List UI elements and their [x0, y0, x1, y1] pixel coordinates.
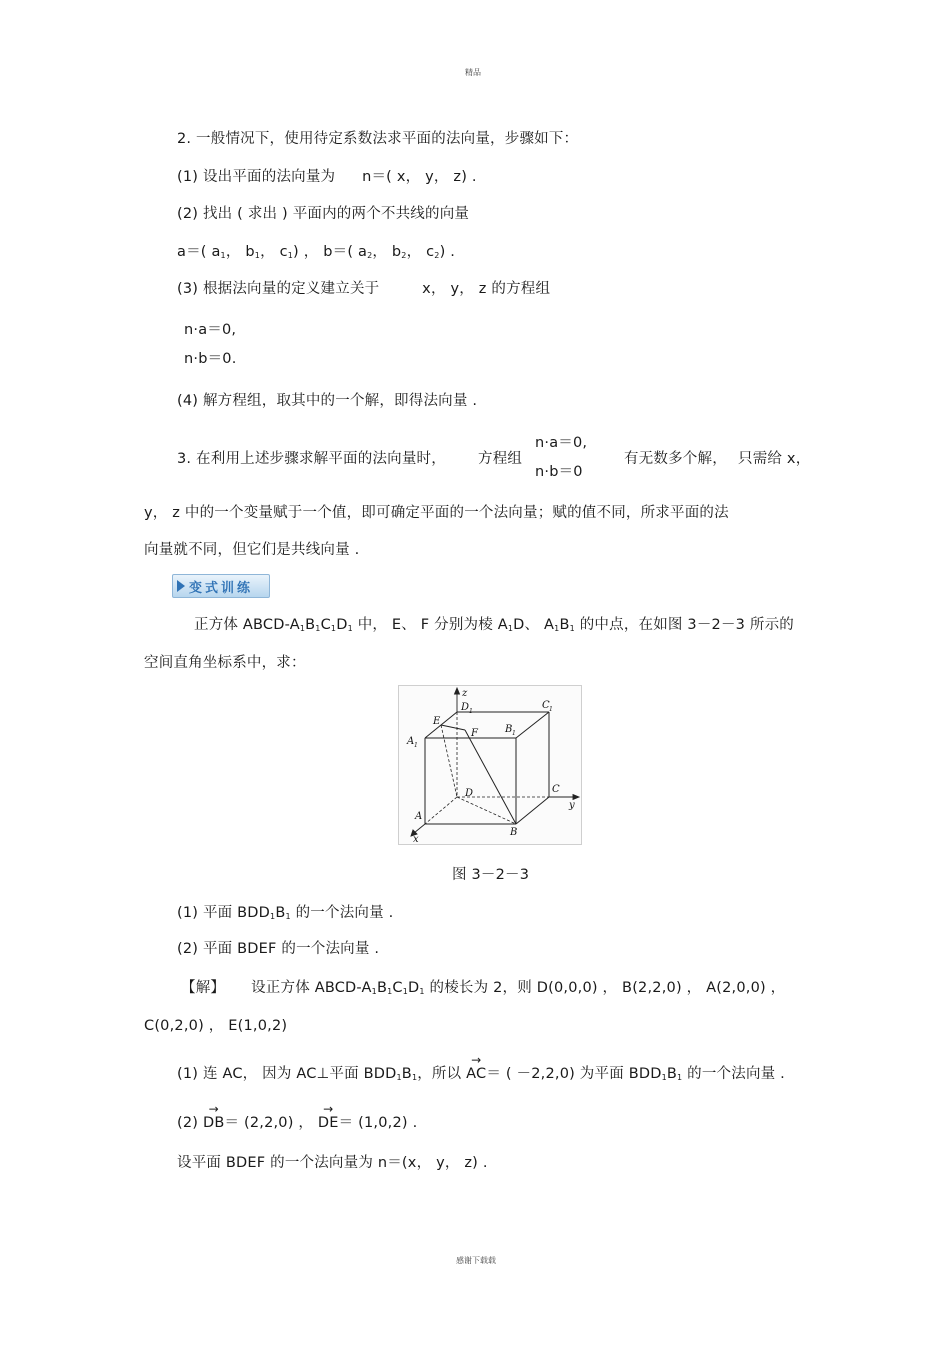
label-y: y [569, 800, 575, 811]
step-2: (2) 找出 ( 求出 ) 平面内的两个不共线的向量 [177, 206, 470, 222]
sub: 1 [270, 912, 276, 921]
segment-FB [465, 730, 516, 824]
sub: 1 [387, 987, 393, 996]
label-z: z [462, 688, 468, 699]
question-1 [177, 901, 393, 922]
sub: 1 [299, 624, 306, 633]
q1-end: B [275, 905, 286, 921]
p-e: 中， E、 F 分别为棱 A [352, 617, 508, 633]
sol-l1d: D [408, 980, 420, 996]
page-header: 精品 [465, 68, 481, 77]
q1-text: (1) 平面 BDD [177, 905, 271, 921]
para-3-prefix: 3. 在利用上述步骤求解平面的法向量时， [177, 451, 446, 467]
para-3-line-3: 向量就不同，但它们是共线向量 . [144, 542, 360, 558]
label-D: D [465, 788, 474, 799]
cube-diagram [399, 686, 581, 844]
sub: 1 [402, 987, 409, 996]
p-g: B [559, 617, 570, 633]
s2-a: (2) [177, 1115, 203, 1131]
sub: 1 [285, 912, 291, 921]
label-B1-sub: 1 [512, 730, 516, 737]
axis-x [414, 824, 425, 833]
p-a: 正方体 ABCD-A [194, 617, 300, 633]
s1-e: B [666, 1066, 678, 1082]
step-1-value: n＝( x， y， z) . [362, 169, 477, 185]
vector-DB: → DB [203, 1115, 225, 1131]
equation-1: n·a＝0, [184, 322, 237, 338]
s1-d: ＝ ( －2,2,0) 为平面 BDD [486, 1066, 662, 1082]
p-h: 的中点，在如图 3－2－3 所示的 [574, 617, 795, 633]
vec-a-prefix: a＝( a [177, 244, 221, 260]
label-D1: D [461, 702, 470, 713]
label-A: A [415, 811, 423, 822]
sol-l1b: B [376, 980, 388, 996]
para-3-eq-bottom: n·b＝0 [535, 464, 583, 480]
label-A1: A [407, 736, 415, 747]
sub: 1 [287, 251, 294, 260]
p-f: D、 A [513, 617, 555, 633]
para-3-line-2: y， z 中的一个变量赋于一个值，即可确定平面的一个法向量；赋的值不同，所求平面的法 [144, 505, 729, 521]
sub: 1 [330, 624, 337, 633]
solution-line-2: C(0,2,0) ， E(1,0,2) [144, 1018, 288, 1034]
label-C: C [552, 784, 560, 795]
question-2: (2) 平面 BDEF 的一个法向量 . [177, 941, 380, 957]
problem-line-1 [194, 613, 794, 634]
s1-c: ，所以 [417, 1066, 467, 1082]
sub: 2 [367, 251, 373, 260]
badge-label: 变式训练 [189, 580, 254, 596]
sol-l1c: C [392, 980, 403, 996]
vector-AC: → AC [466, 1066, 486, 1082]
hidden-DE [441, 725, 457, 797]
solution-step-1 [177, 1062, 785, 1083]
sub: 1 [507, 624, 514, 633]
p-b: B [305, 617, 316, 633]
sub: 1 [411, 1073, 418, 1082]
sol-l1: 设正方体 ABCD-A [251, 980, 372, 996]
practice-badge [172, 574, 270, 598]
sub: 1 [661, 1073, 667, 1082]
para-3-eq-top: n·a＝0, [535, 435, 588, 451]
s1-f: 的一个法向量 . [682, 1066, 785, 1082]
vec-a-m2: ， c [260, 244, 288, 260]
sub: 1 [315, 624, 321, 633]
sub: 1 [254, 251, 261, 260]
solution-step-2 [177, 1111, 417, 1132]
vector-DE: → DE [318, 1115, 339, 1131]
edge-BC [516, 797, 549, 824]
sub: 1 [569, 624, 575, 633]
axis-z-arrow [455, 688, 460, 694]
edge-B1C1 [516, 712, 549, 738]
sub: 1 [554, 624, 560, 633]
label-F: F [471, 728, 478, 739]
sub: 2 [434, 251, 440, 260]
solution-line-1 [181, 976, 785, 997]
s1-a: (1) 连 AC， 因为 AC⊥平面 BDD [177, 1066, 397, 1082]
vectors-line [177, 240, 455, 261]
label-B: B [510, 827, 518, 838]
vec-a-m1: ， b [225, 244, 255, 260]
equation-2: n·b＝0. [184, 351, 237, 367]
sub: 1 [347, 624, 353, 633]
label-x: x [413, 834, 419, 844]
vec-b-end: ) . [439, 244, 456, 260]
vec-b-m2: ， c [406, 244, 435, 260]
vec-b-m1: ， b [372, 244, 402, 260]
step-3-vars: x， y， z 的方程组 [422, 281, 551, 297]
label-C1: C [542, 700, 550, 711]
q1-tail: 的一个法向量 . [290, 905, 394, 921]
solution-step-3: 设平面 BDEF 的一个法向量为 n＝(x， y， z) . [177, 1155, 488, 1171]
hidden-DA [425, 797, 457, 824]
step-3 [177, 277, 550, 298]
step-3-prefix: (3) 根据法向量的定义建立关于 [177, 281, 380, 297]
para-3-word: 方程组 [478, 451, 523, 467]
para-3-suffix-2: 只需给 x， [738, 451, 811, 467]
para-3-suffix-1: 有无数多个解， [624, 451, 727, 467]
step-1-prefix: (1) 设出平面的法向量为 [177, 169, 336, 185]
label-B1: B [505, 724, 513, 735]
solution-label: 【解】 [181, 980, 226, 996]
figure-caption: 图 3－2－3 [452, 867, 530, 883]
step-1 [177, 165, 477, 186]
s2-c: ＝ (1,0,2) . [338, 1115, 418, 1131]
sol-l1e: 的棱长为 2，则 D(0,0,0) ， B(2,2,0) ， A(2,0,0) ， [424, 980, 786, 996]
segment-EF [441, 725, 465, 730]
para-2: 2. 一般情况下，使用待定系数法求平面的法向量，步骤如下： [177, 131, 579, 147]
sub: 1 [419, 987, 425, 996]
p-c: C [320, 617, 331, 633]
axis-y-arrow [573, 795, 579, 800]
label-D1-sub: 1 [469, 708, 473, 715]
label-A1-sub: 1 [414, 742, 418, 749]
vec-a-end: ) ， b＝( a [293, 244, 368, 260]
sub: 1 [220, 251, 226, 260]
sub: 1 [396, 1073, 402, 1082]
page-footer: 感谢下载载 [456, 1256, 496, 1265]
s2-b: ＝ (2,2,0) ， [224, 1115, 318, 1131]
hidden-DB [457, 797, 516, 824]
step-4: (4) 解方程组，取其中的一个解，即得法向量 . [177, 393, 478, 409]
sub: 1 [677, 1073, 683, 1082]
label-E: E [433, 716, 441, 727]
cube-figure [398, 685, 582, 845]
p-d: D [336, 617, 348, 633]
problem-line-2: 空间直角坐标系中，求： [144, 655, 306, 671]
sub: 2 [401, 251, 407, 260]
label-C1-sub: 1 [549, 706, 553, 713]
s1-b: B [401, 1066, 412, 1082]
play-icon [177, 580, 185, 592]
sub: 1 [371, 987, 377, 996]
